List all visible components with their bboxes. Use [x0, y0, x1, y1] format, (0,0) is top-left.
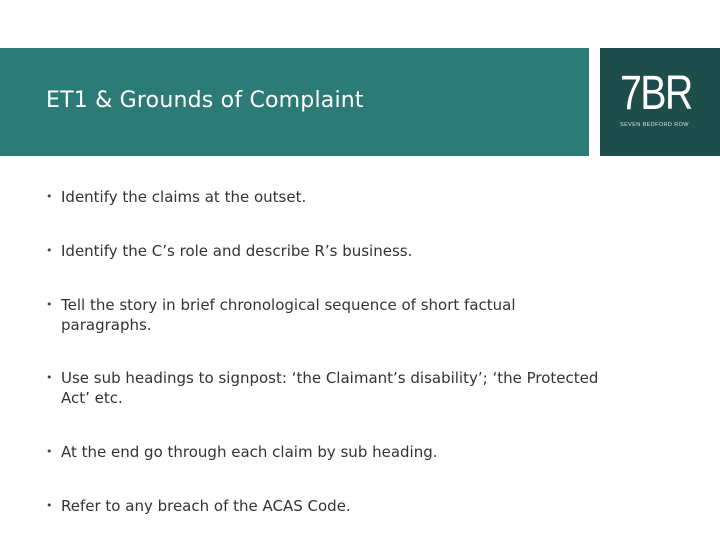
bullet-text: Identify the C’s role and describe R’s business.	[61, 242, 413, 260]
bullet-item	[46, 368, 606, 408]
bullet-item	[46, 295, 606, 335]
bullet-item	[46, 241, 606, 261]
bullet-text: Use sub headings to signpost: ‘the Claimant’s disability’; ‘the Protected Act’ etc.	[61, 369, 599, 407]
bullet-item	[46, 442, 606, 462]
bullet-text: Tell the story in brief chronological sequence of short factual paragraphs.	[61, 296, 516, 334]
bullet-dot: •	[46, 445, 53, 458]
bullet-text: At the end go through each claim by sub heading.	[61, 443, 438, 461]
slide-title: ET1 & Grounds of Complaint	[46, 88, 364, 113]
bullet-dot: •	[46, 499, 53, 512]
bullet-dot: •	[46, 371, 53, 384]
bullet-dot: •	[46, 244, 53, 257]
bullet-text: Identify the claims at the outset.	[61, 188, 307, 206]
bullet-item	[46, 496, 606, 516]
bullet-text: Refer to any breach of the ACAS Code.	[61, 497, 351, 515]
bullet-dot: •	[46, 190, 53, 203]
bullet-item	[46, 187, 606, 207]
bullet-dot: •	[46, 298, 53, 311]
logo	[600, 48, 720, 156]
logo-mark: 7BR	[620, 67, 692, 120]
logo-subtitle: SEVEN BEDFORD ROW	[620, 122, 689, 128]
